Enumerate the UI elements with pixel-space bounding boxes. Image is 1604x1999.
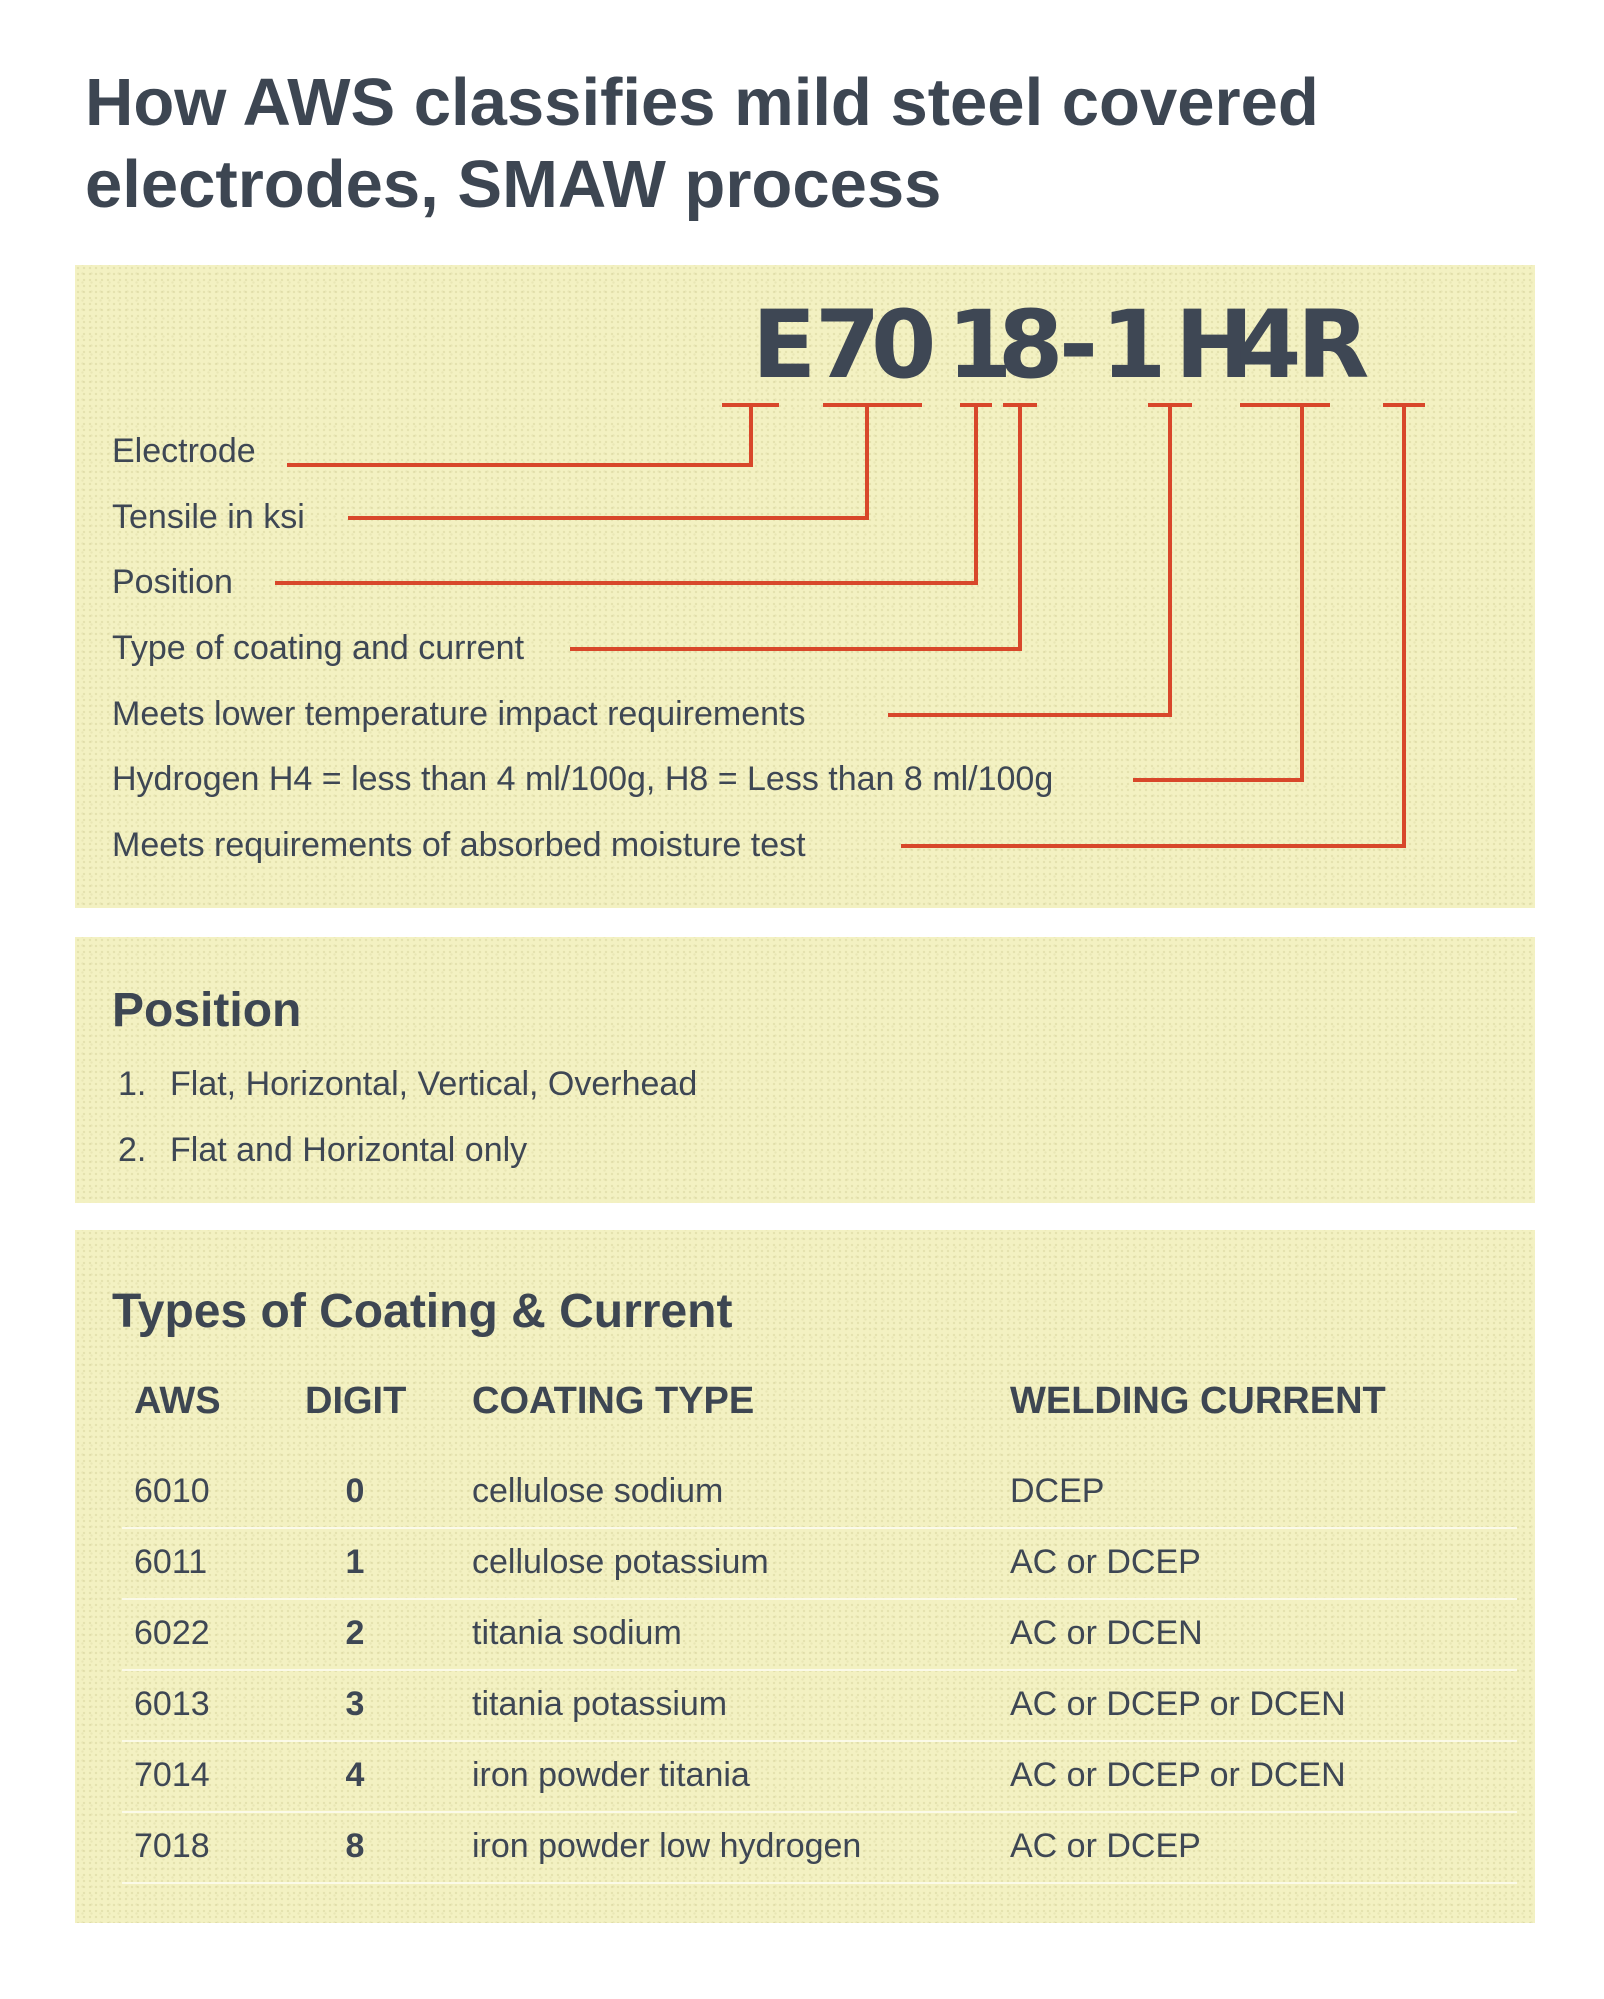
cell-digit: 3 xyxy=(345,1685,365,1723)
table-row xyxy=(122,1600,1517,1671)
code-char-coating: 8 xyxy=(998,291,1064,400)
table-header-row xyxy=(122,1376,1517,1458)
cell-aws: 6013 xyxy=(134,1685,210,1723)
cell-aws: 7014 xyxy=(134,1756,210,1794)
cell-aws: 6010 xyxy=(134,1472,210,1510)
position-item-text: Flat, Horizontal, Vertical, Overhead xyxy=(170,1065,698,1103)
cell-welding-current: AC or DCEP or DCEN xyxy=(1010,1756,1346,1794)
table-row xyxy=(122,1671,1517,1742)
leader-electrode xyxy=(287,405,779,465)
header-coating-type: COATING TYPE xyxy=(472,1380,755,1422)
cell-coating-type: cellulose potassium xyxy=(472,1543,769,1581)
cell-welding-current: AC or DCEN xyxy=(1010,1614,1203,1652)
position-panel xyxy=(75,937,1535,1203)
code-char-tensile-1: 7 xyxy=(815,291,881,400)
legend-position: Position xyxy=(112,563,233,601)
legend-coating-current: Type of coating and current xyxy=(112,629,525,667)
code-char-hydrogen-4: 4 xyxy=(1236,291,1302,400)
legend-tensile: Tensile in ksi xyxy=(112,498,305,536)
code-char-hydrogen-h: H xyxy=(1175,291,1254,400)
position-title: Position xyxy=(112,984,302,1037)
position-item-text: Flat and Horizontal only xyxy=(170,1131,528,1169)
code-char-moisture: R xyxy=(1297,291,1370,400)
code-char-impact: 1 xyxy=(1101,291,1167,400)
cell-coating-type: titania potassium xyxy=(472,1685,728,1723)
header-welding-current: WELDING CURRENT xyxy=(1010,1380,1386,1422)
leader-impact xyxy=(888,405,1192,715)
coating-title: Types of Coating & Current xyxy=(112,1285,733,1338)
cell-digit: 8 xyxy=(345,1827,365,1865)
position-list xyxy=(118,1051,697,1183)
page-title: How AWS classifies mild steel covered electrodes, SMAW process xyxy=(85,65,1319,222)
legend-moisture: Meets requirements of absorbed moisture test xyxy=(112,826,806,864)
leader-coating xyxy=(570,405,1020,649)
position-item xyxy=(118,1051,697,1117)
cell-coating-type: iron powder low hydrogen xyxy=(472,1827,862,1865)
legend-impact: Meets lower temperature impact requirements xyxy=(112,695,806,733)
cell-digit: 4 xyxy=(345,1756,365,1794)
cell-digit: 2 xyxy=(345,1614,365,1652)
coating-panel xyxy=(75,1230,1535,1923)
position-item-number: 1. xyxy=(118,1065,147,1103)
coating-table xyxy=(122,1376,1517,1884)
cell-welding-current: AC or DCEP xyxy=(1010,1827,1201,1865)
cell-welding-current: AC or DCEP or DCEN xyxy=(1010,1685,1346,1723)
cell-coating-type: cellulose sodium xyxy=(472,1472,724,1510)
position-item-number: 2. xyxy=(118,1131,147,1169)
header-digit: DIGIT xyxy=(305,1380,407,1422)
electrode-code xyxy=(752,291,1369,400)
table-row xyxy=(122,1813,1517,1884)
header-aws: AWS xyxy=(134,1380,221,1422)
cell-welding-current: DCEP xyxy=(1010,1472,1105,1510)
cell-aws: 6022 xyxy=(134,1614,210,1652)
table-row xyxy=(122,1742,1517,1813)
legend-hydrogen: Hydrogen H4 = less than 4 ml/100g, H8 = Less than 8 ml/100g xyxy=(112,760,1054,798)
classification-diagram-panel xyxy=(75,265,1535,908)
table-row xyxy=(122,1529,1517,1600)
leader-position-coating xyxy=(275,405,1037,583)
cell-aws: 7018 xyxy=(134,1827,210,1865)
leader-hydrogen xyxy=(1133,405,1330,780)
cell-coating-type: iron powder titania xyxy=(472,1756,750,1794)
legend-electrode: Electrode xyxy=(112,432,256,470)
cell-aws: 6011 xyxy=(134,1543,208,1581)
code-char-position: 1 xyxy=(947,291,1013,400)
classification-diagram xyxy=(75,265,1535,908)
code-char-e: E xyxy=(752,291,817,400)
cell-welding-current: AC or DCEP xyxy=(1010,1543,1201,1581)
code-char-tensile-2: 0 xyxy=(871,291,937,400)
cell-digit: 0 xyxy=(345,1472,365,1510)
table-row xyxy=(122,1458,1517,1529)
cell-coating-type: titania sodium xyxy=(472,1614,682,1652)
cell-digit: 1 xyxy=(345,1543,365,1581)
position-item xyxy=(118,1117,697,1183)
leader-tensile xyxy=(348,405,922,518)
code-char-dash: - xyxy=(1059,291,1099,400)
